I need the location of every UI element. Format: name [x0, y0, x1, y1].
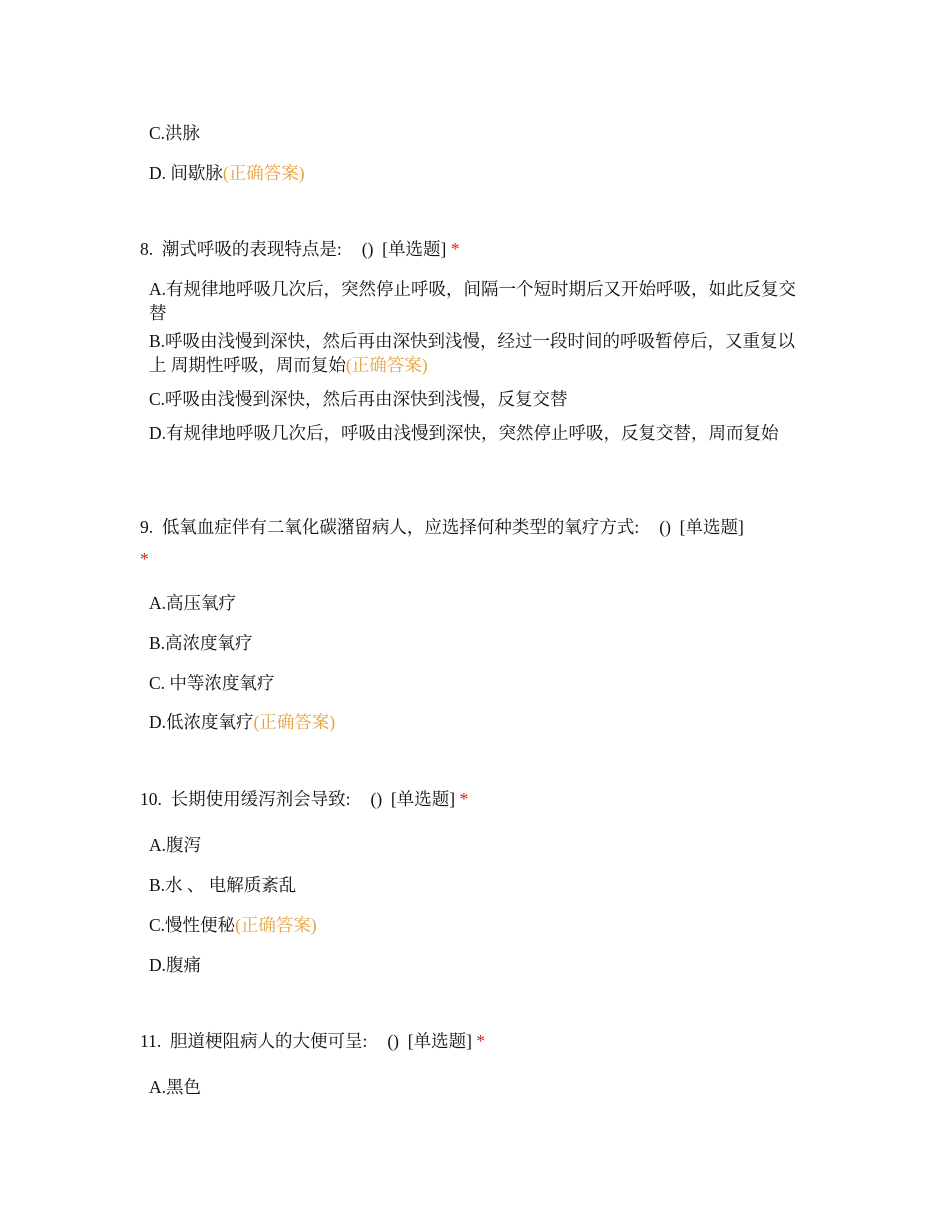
- question-8-option-d: D.有规律地呼吸几次后，呼吸由浅慢到深快，突然停止呼吸，反复交替，周而复始: [149, 423, 779, 443]
- correct-answer-label: (正确答案): [222, 163, 305, 183]
- question-title: 低氧血症伴有二氧化碳潴留病人，应选择何种类型的氧疗方式:: [161, 517, 640, 537]
- question-9-header: 9. 低氧血症伴有二氧化碳潴留病人，应选择何种类型的氧疗方式: () [单选题]: [140, 517, 744, 537]
- question-type: [单选题]: [407, 1031, 472, 1051]
- correct-answer-label: (正确答案): [345, 355, 428, 375]
- question-9-option-b: B.高浓度氧疗: [149, 633, 253, 653]
- question-9-required: [140, 547, 149, 571]
- question-11-header: 11. 胆道梗阻病人的大便可呈: () [单选题] *: [140, 1031, 486, 1051]
- question-10-option-a: A.腹泻: [149, 835, 202, 855]
- correct-answer-label: (正确答案): [235, 915, 317, 935]
- question-8-option-c: C.呼吸由浅慢到深快，然后再由深快到浅慢，反复交替: [149, 389, 568, 409]
- question-8-option-b: B.呼吸由浅慢到深快，然后再由深快到浅慢，经过一段时间的呼吸暂停后，又重复以上 周期性呼吸，周而复始(正确答案): [149, 331, 796, 375]
- question-type: [单选题]: [679, 517, 744, 537]
- question-type: [单选题]: [382, 239, 447, 259]
- question-10-header: 10. 长期使用缓泻剂会导致: () [单选题] *: [140, 789, 469, 809]
- correct-answer-label: (正确答案): [253, 712, 336, 732]
- question-8-header: 8. 潮式呼吸的表现特点是: () [单选题] *: [140, 239, 460, 259]
- question-9-option-d: D.低浓度氧疗(正确答案): [149, 712, 336, 732]
- option-d: D. 间歇脉(正确答案): [149, 163, 305, 183]
- question-9-option-c: C. 中等浓度氧疗: [149, 673, 275, 693]
- question-title: 潮式呼吸的表现特点是:: [161, 239, 342, 259]
- question-type: [单选题]: [390, 789, 456, 809]
- required-mark: *: [140, 549, 149, 569]
- question-10-option-b: B.水 、 电解质紊乱: [149, 875, 297, 895]
- question-11-option-a: A.黑色: [149, 1077, 202, 1097]
- question-title: 长期使用缓泻剂会导致:: [170, 789, 351, 809]
- question-10-option-c: C.慢性便秘(正确答案): [149, 915, 317, 935]
- option-c: C.洪脉: [149, 123, 201, 143]
- required-mark: *: [450, 239, 460, 259]
- required-mark: *: [459, 789, 469, 809]
- question-10-option-d: D.腹痛: [149, 955, 202, 975]
- question-8-option-a: A.有规律地呼吸几次后，突然停止呼吸，间隔一个短时期后又开始呼吸，如此反复交替: [149, 279, 797, 323]
- question-title: 胆道梗阻病人的大便可呈:: [169, 1031, 368, 1051]
- required-mark: *: [476, 1031, 486, 1051]
- question-9-option-a: A.高压氧疗: [149, 593, 237, 613]
